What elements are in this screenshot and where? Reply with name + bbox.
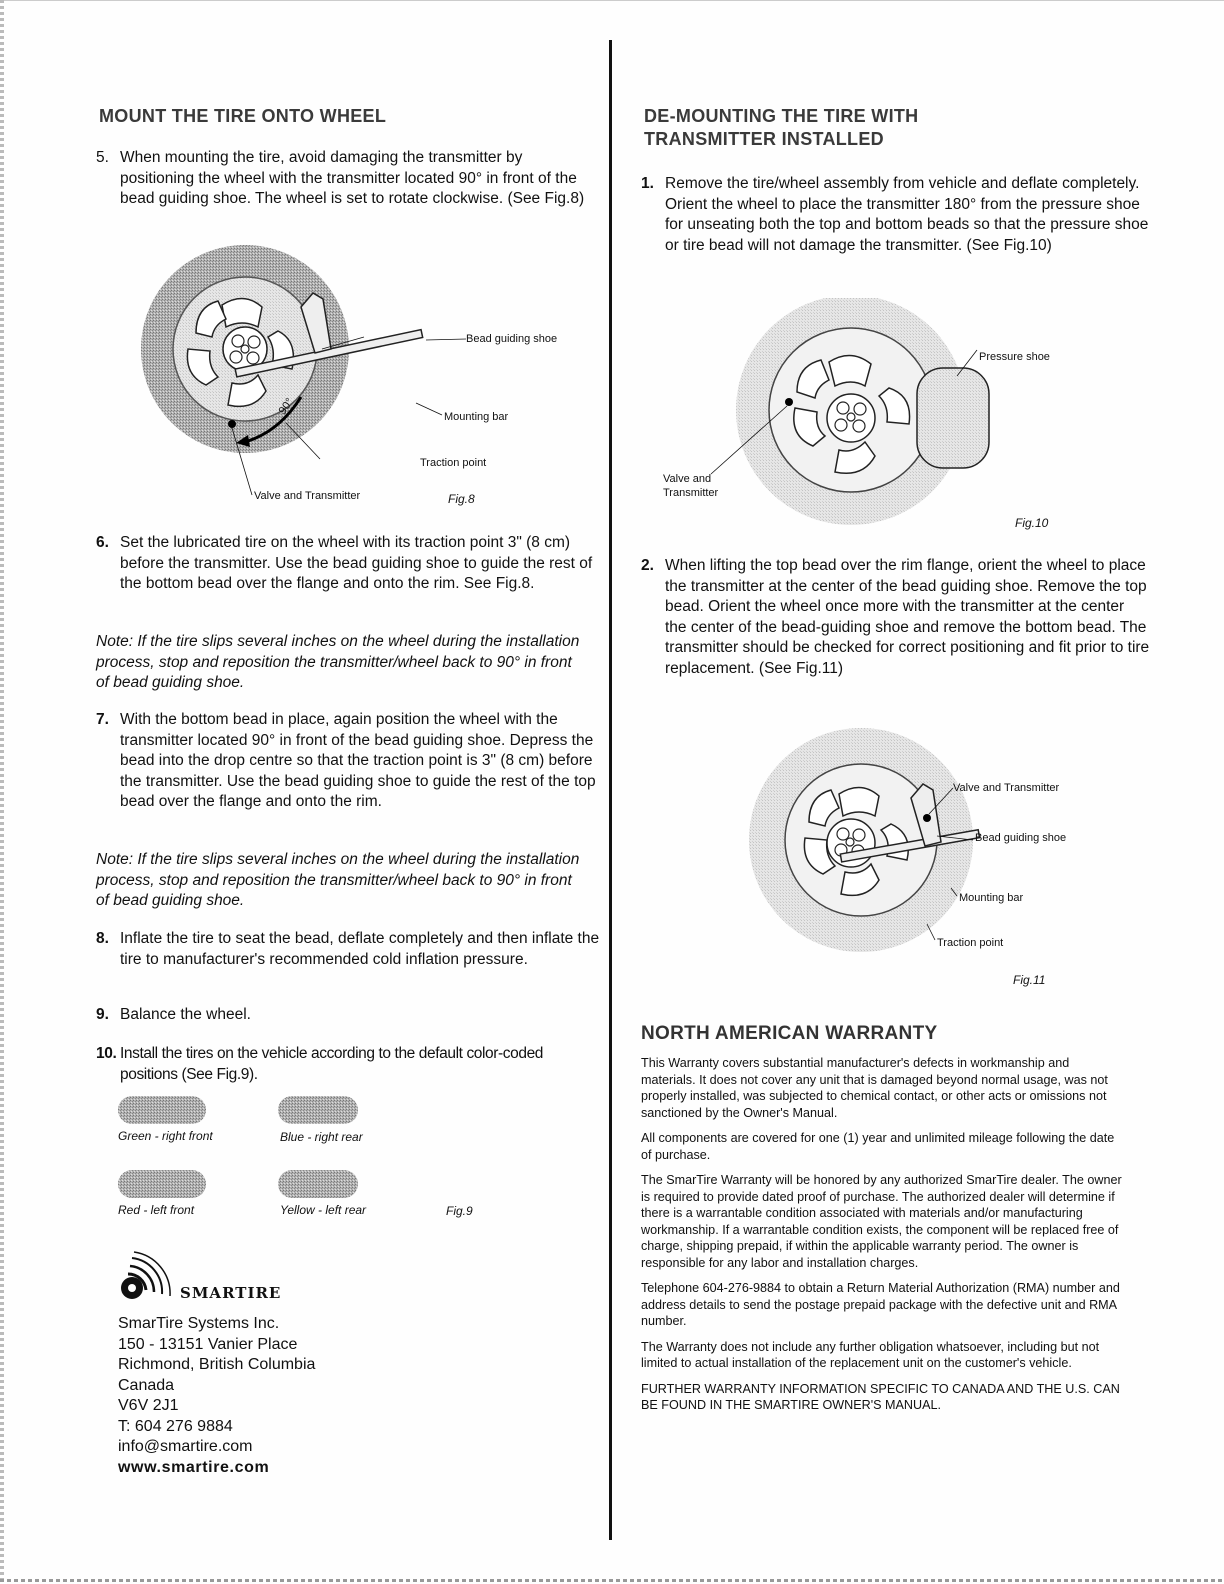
fig11-valve-dot <box>923 814 931 822</box>
fig8-label: Fig.8 <box>448 492 475 506</box>
demount-heading-line-2: TRANSMITTER INSTALLED <box>644 129 884 149</box>
fig10-pressure-shoe <box>917 368 989 468</box>
step-1 <box>641 174 1150 256</box>
caption-green: Green - right front <box>118 1129 213 1143</box>
fig11-callout-bead-shoe: Bead guiding shoe <box>975 832 1067 844</box>
fig10-callout-transmitter: Transmitter <box>663 487 719 499</box>
step-5-number: 5. <box>96 149 109 166</box>
fig8-angle-label: 90° <box>276 396 297 417</box>
fig8-callout-bead-shoe: Bead guiding shoe <box>466 333 558 345</box>
column-divider <box>609 40 612 1540</box>
pill-red <box>118 1170 206 1198</box>
address-website[interactable]: www.smartire.com <box>118 1458 270 1476</box>
step-8-text: Inflate the tire to seat the bead, deflate completely and then inflate the tire to manufacturer's recommended cold inflation pressure. <box>120 930 600 968</box>
fig8-callout-valve: Valve and Transmitter <box>254 490 361 502</box>
warranty-paragraph-2: All components are covered for one (1) year and unlimited mileage following the date of purchase. <box>641 1131 1115 1162</box>
fig10-label: Fig.10 <box>1015 516 1049 530</box>
fig8-wheel-diagram <box>126 245 546 510</box>
step-7-number: 7. <box>96 711 109 728</box>
smartire-logo <box>118 1250 298 1310</box>
fig10-callout-pressure-shoe: Pressure shoe <box>979 351 1050 363</box>
step-10 <box>96 1044 600 1085</box>
warranty-heading: NORTH AMERICAN WARRANTY <box>641 1023 938 1044</box>
figure-8 <box>126 245 558 510</box>
fig11-wheel-diagram <box>741 728 1141 988</box>
warranty-body <box>641 1055 1126 1423</box>
fig9-label: Fig.9 <box>446 1204 473 1218</box>
demount-heading-line-1: DE-MOUNTING THE TIRE WITH <box>644 106 919 126</box>
figure-10 <box>661 298 1081 538</box>
step-6-text: Set the lubricated tire on the wheel with its traction point 3" (8 cm) before the transmitter. Use the bead guiding shoe to guide the rest of the bottom bead over the flange and onto the rim. See Fig.8. <box>120 534 593 592</box>
demount-heading <box>644 105 918 151</box>
fig11-callout-valve: Valve and Transmitter <box>953 782 1060 794</box>
smartire-logo-text: SMARTIRE <box>180 1284 282 1302</box>
caption-blue: Blue - right rear <box>280 1130 363 1144</box>
step-2-number: 2. <box>641 557 654 574</box>
fig8-callout-traction-point: Traction point <box>420 457 487 469</box>
step-5-text: When mounting the tire, avoid damaging the transmitter by positioning the wheel with the transmitter located 90° in front of the bead guiding shoe. The wheel is set to rotate clockwise. (See Fig.8) <box>120 149 585 207</box>
warranty-paragraph-5: The Warranty does not include any further obligation whatsoever, including but not limited to actual installation of the replacement unit on the customer's vehicle. <box>641 1339 1100 1370</box>
note-1: Note: If the tire slips several inches on the wheel during the installation process, stop and reposition the transmitter/wheel back to 90° in front of bead guiding shoe. <box>96 633 580 691</box>
fig11-callout-traction-point: Traction point <box>937 937 1004 949</box>
step-1-number: 1. <box>641 175 654 192</box>
caption-yellow: Yellow - left rear <box>280 1203 367 1217</box>
pill-yellow <box>278 1170 358 1198</box>
warranty-paragraph-1: This Warranty covers substantial manufacturer's defects in workmanship and materials. It does not cover any unit that is damaged beyond normal usage, was not properly installed, was subjected to chemical contact, or other acts or omissions not sanctioned by the Owner's Manual. <box>641 1056 1108 1120</box>
step-9-text: Balance the wheel. <box>120 1006 251 1023</box>
step-2 <box>641 556 1150 679</box>
note-2: Note: If the tire slips several inches on the wheel during the installation process, stop and reposition the transmitter/wheel back to 90° in front of bead guiding shoe. <box>96 851 580 909</box>
fig10-callout-valve: Valve and <box>663 473 712 485</box>
step-9 <box>96 1005 600 1026</box>
step-9-number: 9. <box>96 1006 109 1023</box>
scan-left-edge <box>0 0 4 1584</box>
smartire-logo-mark <box>118 1250 184 1306</box>
step-10-number: 10. <box>96 1045 117 1062</box>
warranty-paragraph-6: FURTHER WARRANTY INFORMATION SPECIFIC TO CANADA AND THE U.S. CAN BE FOUND IN THE SMARTIRE OWNER'S MANUAL. <box>641 1381 1120 1412</box>
step-8-number: 8. <box>96 930 109 947</box>
pill-green <box>118 1096 206 1124</box>
address-line-city: Richmond, British Columbia <box>118 1356 316 1373</box>
company-address <box>118 1314 315 1478</box>
step-2-text: When lifting the top bead over the rim flange, orient the wheel to place the transmitter at the center of the bead guiding shoe. Remove the top bead. Orient the wheel once more with the transmitter at the center the center of the bead-guiding shoe and remove the bottom bead. The transmitter should be checked for correct positioning and fit prior to tire replacement. (See Fig.11) <box>665 557 1150 677</box>
step-8 <box>96 929 600 970</box>
warranty-paragraph-3: The SmarTire Warranty will be honored by any authorized SmarTire dealer. The owner is required to provide dated proof of purchase. The authorized dealer will determine if there is a warrantable condition associated with materials and/or manufacturing workmanship. If a warrantable condition exists, the component will be replaced free of charge, shipping prepaid, if within the applicable warranty period. The owner is responsible for any labor and installation charges. <box>641 1173 1122 1270</box>
address-line-phone: T: 604 276 9884 <box>118 1417 233 1435</box>
fig11-callout-mounting-bar: Mounting bar <box>959 892 1024 904</box>
page-top-edge <box>0 0 1224 1</box>
fig9-color-pills <box>118 1094 378 1204</box>
fig8-valve-dot <box>228 420 236 428</box>
fig8-callout-mounting-bar: Mounting bar <box>444 411 509 423</box>
step-5 <box>96 148 600 210</box>
step-1-text: Remove the tire/wheel assembly from vehicle and deflate completely. Orient the wheel to place the transmitter 180° from the pressure shoe for unseating both the top and bottom beads so that the pressure shoe or tire bead will not damage the transmitter. (See Fig.10) <box>665 175 1149 254</box>
step-10-text: Install the tires on the vehicle according to the default color-coded positions (See Fig.9). <box>120 1045 544 1083</box>
step-6 <box>96 533 600 595</box>
address-line-postal: V6V 2J1 <box>118 1397 179 1414</box>
step-7-text: With the bottom bead in place, again position the wheel with the transmitter located 90° in front of the bead guiding shoe. Depress the bead into the drop centre so that the traction point is 3" (8 cm) before the transmitter. Use the bead guiding shoe to guide the rest of the top bead over the flange and onto the rim. <box>120 711 596 810</box>
address-line-country: Canada <box>118 1376 175 1394</box>
mount-heading: MOUNT THE TIRE ONTO WHEEL <box>99 106 387 126</box>
caption-red: Red - left front <box>118 1203 195 1217</box>
address-line-email[interactable]: info@smartire.com <box>118 1438 253 1455</box>
fig10-valve-dot <box>785 398 793 406</box>
scan-bottom-edge <box>0 1579 1224 1582</box>
fig11-label: Fig.11 <box>1013 973 1046 987</box>
pill-blue <box>278 1096 358 1124</box>
address-line-street: 150 - 13151 Vanier Place <box>118 1335 298 1353</box>
step-6-number: 6. <box>96 534 109 551</box>
step-7 <box>96 710 600 813</box>
warranty-paragraph-4: Telephone 604-276-9884 to obtain a Return Material Authorization (RMA) number and address details to send the postage prepaid package with the defective unit and RMA number. <box>641 1281 1120 1328</box>
figure-11 <box>741 728 1141 988</box>
fig10-wheel-diagram <box>661 298 1081 538</box>
figure-9 <box>118 1094 518 1224</box>
address-line-company: SmarTire Systems Inc. <box>118 1315 280 1332</box>
